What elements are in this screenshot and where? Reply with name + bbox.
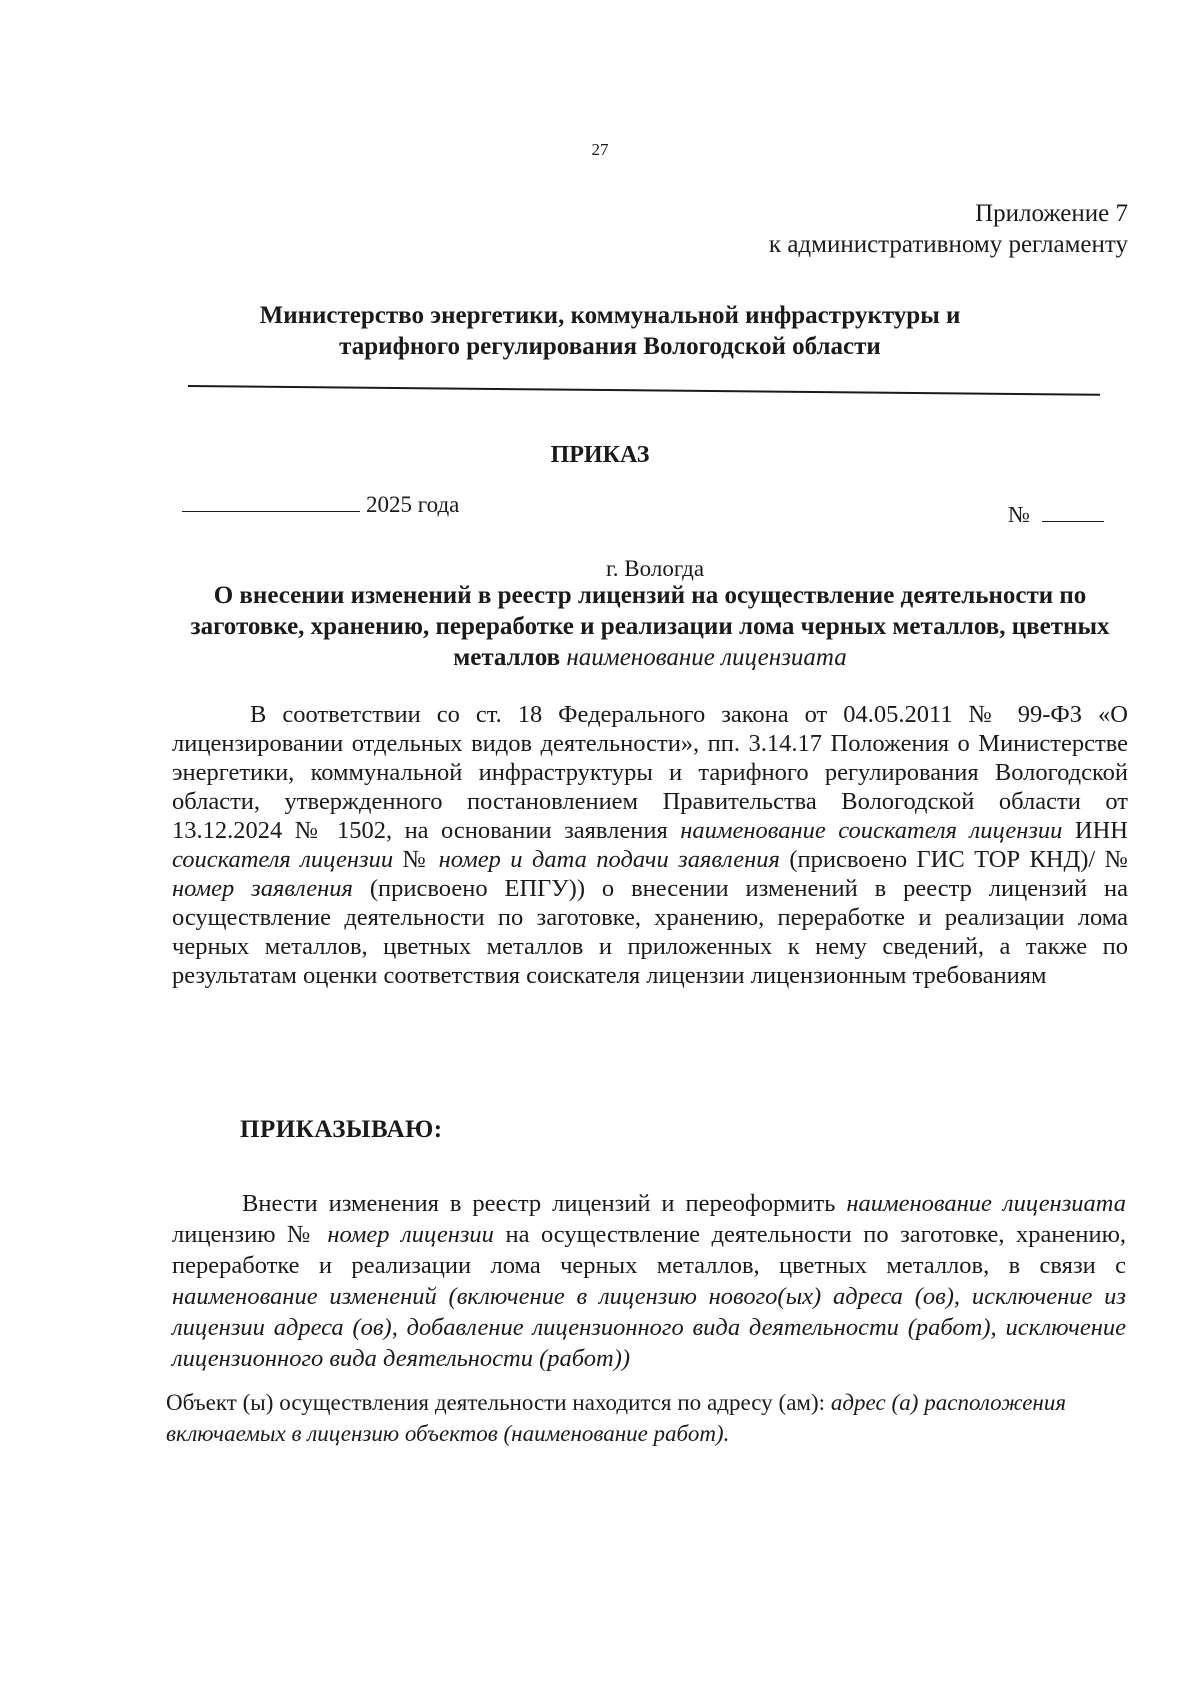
date-blank — [182, 511, 360, 512]
preamble-text-5: (присвоено ЕПГУ)) о внесении изменений в реестр лицензий на осуществление деятельности по заготовке, хранению, переработке и реализации лома черных металлов, цветных металлов и приложенных к нему сведений, а также по результатам оценки соответствия соискателя лицензии лицензионным требованиям — [172, 875, 1128, 989]
order-text-2: лицензию № — [172, 1221, 316, 1248]
ministry-name — [170, 300, 1050, 362]
order-number — [1008, 502, 1104, 528]
preamble-text-4: (присвоено ГИС ТОР КНД)/ № — [789, 846, 1129, 873]
preamble-text-2: ИНН — [1074, 817, 1129, 844]
address-text: Объект (ы) осуществления деятельности находится по адресу (ам): — [166, 1390, 826, 1415]
page-number: 27 — [591, 140, 609, 159]
orders-heading: ПРИКАЗЫВАЮ: — [240, 1116, 443, 1143]
order-date — [182, 492, 459, 518]
preamble-paragraph — [172, 700, 1128, 990]
appendix-header — [769, 198, 1128, 260]
order-paragraph — [172, 1188, 1126, 1374]
order-title: ПРИКАЗ — [550, 442, 650, 468]
applicant-name-placeholder: наименование соискателя лицензии — [680, 817, 1063, 844]
application-date-placeholder: номер и дата подачи заявления — [438, 846, 780, 873]
appendix-line-1: Приложение 7 — [975, 200, 1128, 227]
ministry-line-1: Министерство энергетики, коммунальной инфраструктуры и — [259, 302, 961, 329]
object-address-paragraph — [166, 1387, 1066, 1449]
ministry-line-2: тарифного регулирования Вологодской области — [339, 333, 881, 360]
date-text: 2025 года — [366, 492, 460, 517]
appendix-line-2: к административному регламенту — [768, 231, 1128, 258]
number-blank — [1042, 521, 1104, 522]
city: г. Вологда — [605, 556, 705, 581]
licensee-name-placeholder: наименование лицензиата — [846, 1190, 1127, 1217]
order-text-3: на осуществление деятельности по заготовке, хранению, переработке и реализации лома черных металлов, цветных металлов, в связи с — [172, 1221, 1127, 1279]
address-placeholder: адрес (а) расположения включаемых в лицензию объектов (наименование работ). — [166, 1390, 1067, 1446]
header-divider — [188, 385, 1100, 396]
license-number-placeholder: номер лицензии — [327, 1221, 494, 1248]
number-sign: № — [1008, 502, 1030, 527]
subject-text: О внесении изменений в реестр лицензий на осуществление деятельности по заготовке, хранению, переработке и реализации лома черных металлов, цветных металлов — [190, 582, 1110, 671]
order-text-1: Внести изменения в реестр лицензий и переоформить — [242, 1190, 836, 1217]
changes-placeholder: наименование изменений (включение в лицензию нового(ых) адреса (ов), исключение из лицензии адреса (ов), добавление лицензионного вида деятельности (работ), исключение лицензионного вида деятельности (работ)) — [172, 1283, 1126, 1372]
preamble-text-3: № — [402, 846, 430, 873]
preamble-text-1: В соответствии со ст. 18 Федерального закона от 04.05.2011 № 99-ФЗ «О лицензировании отдельных видов деятельности», пп. 3.14.17 Положения о Министерстве энергетики, коммунальной инфраструктуры и тарифного регулирования Вологодской области, утвержденного постановлением Правительства Вологодской области от 13.12.2024 № 1502, на основании заявления — [172, 701, 1128, 844]
applicant-inn-placeholder: соискателя лицензии — [172, 846, 394, 873]
subject-placeholder: наименование лицензиата — [566, 644, 847, 671]
order-subject — [170, 580, 1130, 673]
application-number-placeholder: номер заявления — [172, 875, 353, 902]
